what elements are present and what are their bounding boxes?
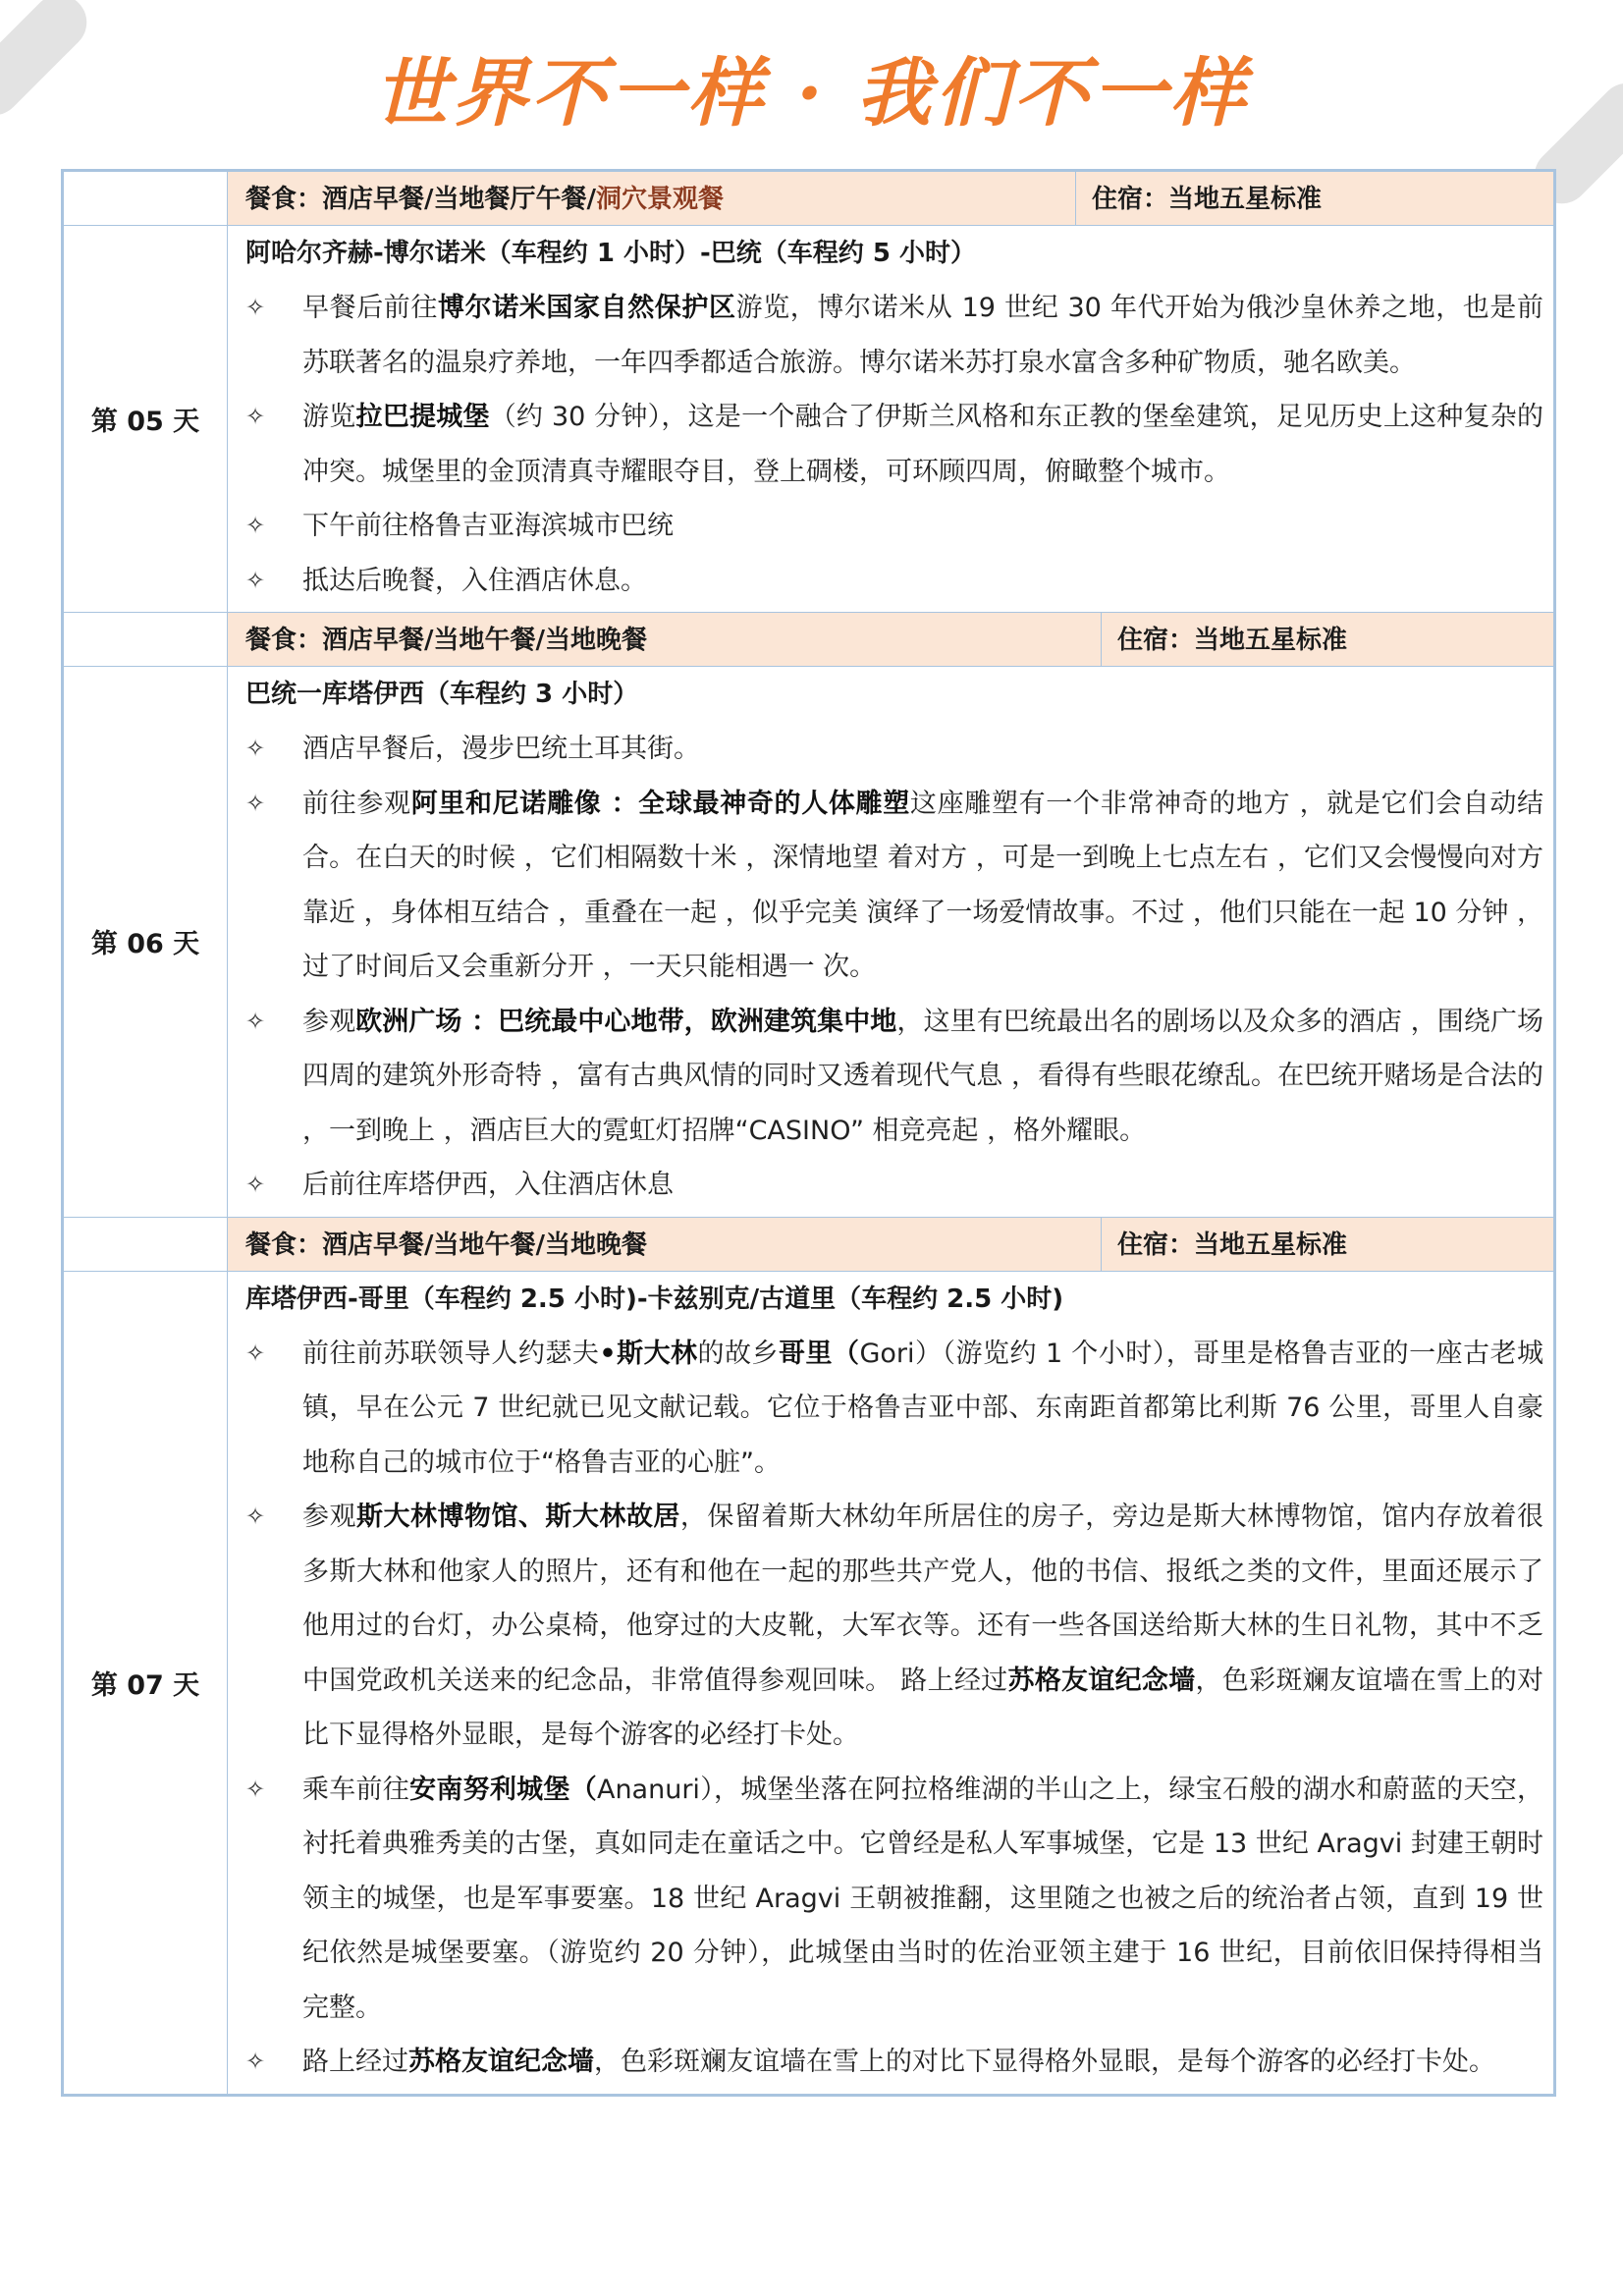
text-segment: 乘车前往 xyxy=(302,1774,410,1805)
item-text xyxy=(302,2035,1543,2090)
itinerary-item xyxy=(245,777,1543,995)
meal-info xyxy=(228,172,1553,225)
itinerary-item xyxy=(245,995,1543,1159)
itinerary-item xyxy=(245,281,1543,390)
text-segment: 游览 xyxy=(302,402,356,432)
banner-title: 世界不一样 · 我们不一样 xyxy=(373,49,1250,137)
day-content xyxy=(228,226,1555,613)
itinerary-item xyxy=(245,1763,1543,2036)
text-segment: Ananuri），城堡坐落在阿拉格维湖的半山之上，绿宝石般的湖水和蔚蓝的天空，衬托着典雅秀美的古堡，真如同走在童话之中。它曾经是私人军事城堡，它是 13 世纪 Aragvi 封建王朝时领主的城堡，也是军事要塞。18 世纪 Aragvi 王朝被推翻，这里随之也被之后的统治者占领，直到 19 世纪依然是城堡要塞。（游览约 20 分钟），此城堡由当时的佐治亚领主建于 16 世纪，目前依旧保持得相当完整。 xyxy=(302,1774,1544,2023)
meal-row xyxy=(63,171,1555,226)
highlight-text: 安南努利城堡（ xyxy=(409,1774,597,1805)
day-content xyxy=(228,1271,1555,2095)
day-label: 第 06 天 xyxy=(63,667,228,1218)
itinerary-item xyxy=(245,1490,1543,1763)
sparkle-bullet-icon: ✧ xyxy=(245,294,266,321)
text-segment: 前往参观 xyxy=(302,788,411,819)
day-content xyxy=(228,667,1555,1218)
highlight-text: •斯大林 xyxy=(599,1338,698,1369)
route-title: 阿哈尔齐赫-博尔诺米（车程约 1 小时）-巴统（车程约 5 小时） xyxy=(245,239,976,268)
stay-info xyxy=(1101,1218,1553,1271)
text-segment: ，这里有巴统最出名的剧场以及众多的酒店 ，围绕广场四周的建筑外形奇特 ，富有古典风情的同时又透着现代气息 ，看得有些眼花缭乱。在巴统开赌场是合法的 ，一到晚上 ，酒店巨大的霓虹灯招牌“CASINO” 相竞亮起 ，格外耀眼。 xyxy=(302,1006,1543,1146)
day-label: 第 05 天 xyxy=(63,226,228,613)
meal-row-spacer xyxy=(63,613,228,667)
sparkle-bullet-icon: ✧ xyxy=(245,1171,266,1198)
meal-row xyxy=(63,1217,1555,1271)
day-label: 第 07 天 xyxy=(63,1271,228,2095)
sparkle-bullet-icon: ✧ xyxy=(245,403,266,430)
route-title: 库塔伊西-哥里（车程约 2.5 小时)-卡兹别克/古道里（车程约 2.5 小时) xyxy=(245,1284,1064,1314)
itinerary-table xyxy=(61,169,1556,2097)
stay-label: 住宿： xyxy=(1092,185,1169,214)
meals-info xyxy=(228,172,1075,225)
itinerary-item xyxy=(245,554,1543,609)
text-segment: 的故乡 xyxy=(697,1338,780,1369)
stay-value: 当地五星标准 xyxy=(1194,1230,1348,1260)
itinerary-item xyxy=(245,390,1543,499)
item-text xyxy=(302,722,1543,777)
meals-label: 餐食： xyxy=(245,185,323,214)
sparkle-bullet-icon: ✧ xyxy=(245,1339,266,1367)
text-segment: ，保留着斯大林幼年所居住的房子，旁边是斯大林博物馆，馆内存放着很多斯大林和他家人的照片，还有和他在一起的那些共产党人，他的书信、报纸之类的文件，里面还展示了他用过的台灯，办公桌椅，他穿过的大皮靴，大军衣等。还有一些各国送给斯大林的生日礼物，其中不乏中国党政机关送来的纪念品，非常值得参观回味。 路上经过 xyxy=(302,1502,1544,1696)
text-segment: 早餐后前往 xyxy=(302,293,438,323)
text-segment: ，色彩斑斓友谊墙在雪上的对比下显得格外显眼，是每个游客的必经打卡处。 xyxy=(594,2047,1495,2077)
text-segment: 下午前往格鲁吉亚海滨城市巴统 xyxy=(302,511,674,541)
text-segment: 这座雕塑有一个非常神奇的地方 ，就是它们会自动结合。在白天的时候 ，它们相隔数十米 ，深情地望 着对方 ，可是一到晚上七点左右 ，它们又会慢慢向对方靠近 ，身体相互结合 ，重叠在一起 ，似乎完美 演绎了一场爱情故事。不过 ，他们只能在一起 10 分钟 ，过了时间后又会重新分开 ，一天只能相遇一 次。 xyxy=(302,788,1544,982)
stay-value: 当地五星标准 xyxy=(1194,626,1348,655)
highlight-text: 博尔诺米国家自然保护区 xyxy=(438,293,736,323)
meals-value: 酒店早餐/当地午餐/当地晚餐 xyxy=(322,1230,648,1260)
highlight-text: 斯大林博物馆、斯大林故居 xyxy=(355,1502,680,1532)
meal-row xyxy=(63,613,1555,667)
text-segment: 游览，博尔诺米从 19 世纪 30 年代开始为俄沙皇休养之地，也是前苏联著名的温泉疗养地，一年四季都适合旅游。博尔诺米苏打泉水富含多种矿物质，驰名欧美。 xyxy=(302,293,1544,378)
item-text xyxy=(302,499,1543,554)
text-segment: Gori）（游览约 1 个小时），哥里是格鲁吉亚的一座古老城镇，早在公元 7 世纪就已见文献记载。它位于格鲁吉亚中部、东南距首都第比利斯 76 公里，哥里人自豪地称自己的城市位于“格鲁吉亚的心脏”。 xyxy=(302,1338,1544,1478)
sparkle-bullet-icon: ✧ xyxy=(245,789,266,817)
meal-info-cell xyxy=(228,171,1555,226)
stay-info xyxy=(1101,613,1553,666)
highlight-text: 苏格友谊纪念墙 xyxy=(1007,1665,1196,1696)
item-text xyxy=(302,281,1543,390)
sparkle-bullet-icon: ✧ xyxy=(245,1007,266,1035)
day-row xyxy=(63,667,1555,1218)
item-text xyxy=(302,1763,1543,2036)
sparkle-bullet-icon: ✧ xyxy=(245,735,266,762)
meals-value: 酒店早餐/当地餐厅午餐/ xyxy=(322,185,597,214)
item-text xyxy=(302,1158,1543,1213)
day-row xyxy=(63,1271,1555,2095)
text-segment: （约 30 分钟），这是一个融合了伊斯兰风格和东正教的堡垒建筑，足见历史上这种复杂的冲突。城堡里的金顶清真寺耀眼夺目，登上碉楼，可环顾四周，俯瞰整个城市。 xyxy=(302,402,1544,487)
item-text xyxy=(302,777,1543,995)
item-text xyxy=(302,995,1543,1159)
meal-info xyxy=(228,613,1553,666)
meal-info-cell xyxy=(228,1217,1555,1271)
sparkle-bullet-icon: ✧ xyxy=(245,512,266,539)
item-text xyxy=(302,1490,1543,1763)
meal-info xyxy=(228,1218,1553,1271)
day-row xyxy=(63,226,1555,613)
text-segment: 抵达后晚餐，入住酒店休息。 xyxy=(302,565,647,596)
meals-info xyxy=(228,613,1101,666)
itinerary-item xyxy=(245,722,1543,777)
highlight-text: 苏格友谊纪念墙 xyxy=(408,2047,594,2077)
stay-label: 住宿： xyxy=(1117,1230,1195,1260)
sparkle-bullet-icon: ✧ xyxy=(245,1775,266,1803)
meals-value: 酒店早餐/当地午餐/当地晚餐 xyxy=(322,626,648,655)
text-segment: ，色彩斑斓友谊墙在雪上的对比下显得格外显眼，是每个游客的必经打卡处。 xyxy=(302,1665,1543,1750)
meals-highlight: 洞穴景观餐 xyxy=(596,185,725,214)
route-title: 巴统一库塔伊西（车程约 3 小时） xyxy=(245,680,639,709)
text-segment: 路上经过 xyxy=(302,2047,408,2077)
text-segment: 前往前苏联领导人约瑟夫 xyxy=(302,1338,600,1369)
highlight-text: 欧洲广场 ：巴统最中心地带，欧洲建筑集中地 xyxy=(355,1006,897,1037)
meals-label: 餐食： xyxy=(245,626,323,655)
itinerary-item xyxy=(245,499,1543,554)
item-text xyxy=(302,390,1543,499)
stay-info xyxy=(1075,172,1553,225)
text-segment: 酒店早餐后，漫步巴统土耳其街。 xyxy=(302,734,700,764)
sparkle-bullet-icon: ✧ xyxy=(245,566,266,594)
meal-info-cell xyxy=(228,613,1555,667)
item-text xyxy=(302,1327,1543,1491)
highlight-text: 阿里和尼诺雕像 ：全球最神奇的人体雕塑 xyxy=(410,788,910,819)
text-segment: 后前往库塔伊西，入住酒店休息 xyxy=(302,1170,674,1200)
stay-value: 当地五星标准 xyxy=(1168,185,1323,214)
itinerary-item xyxy=(245,1158,1543,1213)
itinerary-item xyxy=(245,1327,1543,1491)
sparkle-bullet-icon: ✧ xyxy=(245,1503,266,1530)
itinerary-item xyxy=(245,2035,1543,2090)
meals-label: 餐食： xyxy=(245,1230,323,1260)
stay-label: 住宿： xyxy=(1117,626,1195,655)
meals-info xyxy=(228,1218,1101,1271)
text-segment: 参观 xyxy=(302,1502,356,1532)
highlight-text: 拉巴提城堡 xyxy=(355,402,490,432)
text-segment: 参观 xyxy=(302,1006,356,1037)
sparkle-bullet-icon: ✧ xyxy=(245,2048,266,2075)
meal-row-spacer xyxy=(63,171,228,226)
meal-row-spacer xyxy=(63,1217,228,1271)
highlight-text: 哥里（ xyxy=(779,1338,860,1369)
item-text xyxy=(302,554,1543,609)
